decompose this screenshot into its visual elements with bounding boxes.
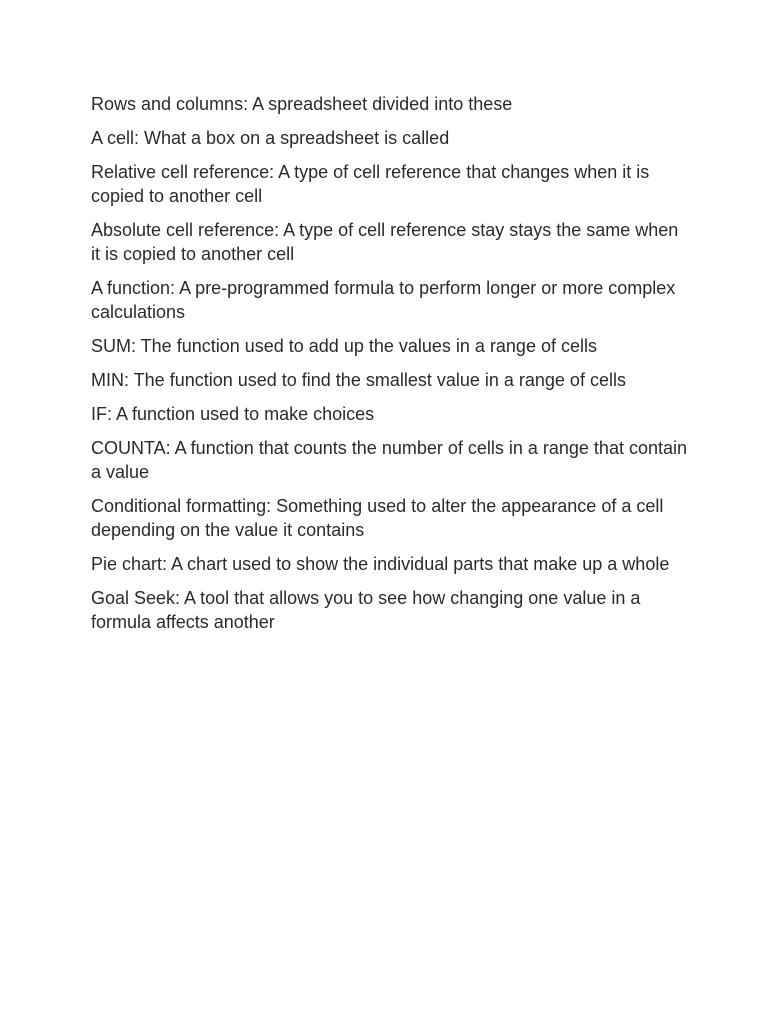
glossary-entry-if: IF: A function used to make choices xyxy=(91,404,375,424)
glossary-entry-sum: SUM: The function used to add up the values in a range of cells xyxy=(91,336,597,356)
glossary-entry-conditional-formatting: Conditional formatting: Something used to alter the appearance of a cell depending on the value it contains xyxy=(91,496,664,540)
glossary-entry-rows-and-columns: Rows and columns: A spreadsheet divided into these xyxy=(91,94,513,114)
glossary-entry-absolute-reference: Absolute cell reference: A type of cell reference stay stays the same when it is copied to another cell xyxy=(91,220,679,264)
glossary-entry-relative-reference: Relative cell reference: A type of cell reference that changes when it is copied to another cell xyxy=(91,162,650,206)
glossary-entry-cell: A cell: What a box on a spreadsheet is called xyxy=(91,128,450,148)
glossary-list xyxy=(91,92,691,644)
glossary-entry-min: MIN: The function used to find the smallest value in a range of cells xyxy=(91,370,626,390)
glossary-entry-function: A function: A pre-programmed formula to perform longer or more complex calculations xyxy=(91,278,676,322)
glossary-entry-counta: COUNTA: A function that counts the number of cells in a range that contain a value xyxy=(91,438,687,482)
glossary-entry-pie-chart: Pie chart: A chart used to show the individual parts that make up a whole xyxy=(91,554,670,574)
glossary-entry-goal-seek: Goal Seek: A tool that allows you to see how changing one value in a formula affects another xyxy=(91,588,641,632)
